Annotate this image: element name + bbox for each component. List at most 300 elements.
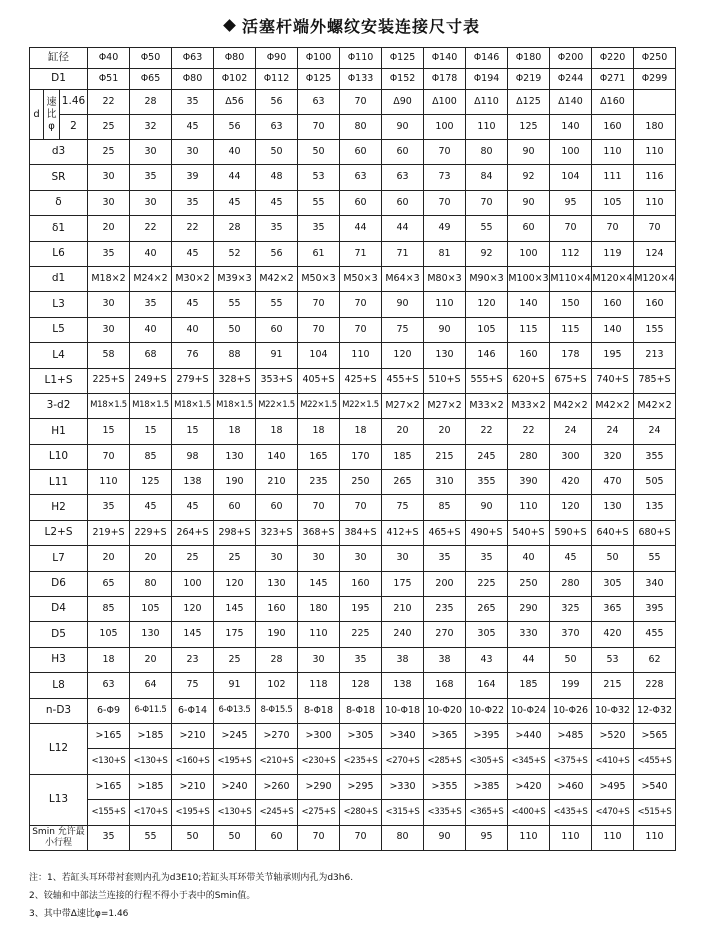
- value-cell: 18: [256, 419, 298, 444]
- value-cell: M18×1.5: [214, 393, 256, 418]
- value-cell: 455: [634, 622, 676, 647]
- value-cell: 105: [130, 597, 172, 622]
- value-cell: 175: [214, 622, 256, 647]
- value-cell: 55: [256, 292, 298, 317]
- value-cell: Φ40: [88, 48, 130, 69]
- value-cell: 120: [214, 571, 256, 596]
- value-cell: 228: [634, 673, 676, 698]
- value-cell: 395: [634, 597, 676, 622]
- note-3: 3、其中带Δ速比φ=1.46: [29, 909, 129, 919]
- value-cell: 185: [382, 444, 424, 469]
- value-cell: 30: [172, 140, 214, 165]
- value-cell: 20: [88, 546, 130, 571]
- value-cell: 110: [508, 825, 550, 850]
- value-cell: 85: [130, 444, 172, 469]
- value-cell: <235+S: [340, 749, 382, 774]
- value-cell: >240: [214, 774, 256, 799]
- value-cell: 298+S: [214, 520, 256, 545]
- value-cell: 110: [634, 190, 676, 215]
- value-cell: 640+S: [592, 520, 634, 545]
- row-label: δ1: [30, 216, 88, 241]
- note-1: 注：1、若缸头耳环带衬套则内孔为d3E10;若缸头耳环带关节轴承则内孔为d3h6.: [29, 873, 354, 883]
- row-label: D5: [30, 622, 88, 647]
- value-cell: 420: [550, 470, 592, 495]
- value-cell: 225: [340, 622, 382, 647]
- value-cell: 70: [298, 495, 340, 520]
- value-cell: 160: [592, 292, 634, 317]
- value-cell: 310: [424, 470, 466, 495]
- value-cell: <335+S: [424, 800, 466, 825]
- value-cell: 63: [256, 115, 298, 140]
- value-cell: <275+S: [298, 800, 340, 825]
- value-cell: 124: [634, 241, 676, 266]
- value-cell: 45: [172, 241, 214, 266]
- value-cell: Δ90: [382, 90, 424, 115]
- row-label: D6: [30, 571, 88, 596]
- value-cell: Φ219: [508, 69, 550, 90]
- value-cell: 265: [382, 470, 424, 495]
- value-cell: M120×4: [634, 266, 676, 291]
- value-cell: 213: [634, 343, 676, 368]
- value-cell: 92: [508, 165, 550, 190]
- value-cell: 50: [256, 140, 298, 165]
- value-cell: 112: [550, 241, 592, 266]
- value-cell: 368+S: [298, 520, 340, 545]
- value-cell: 540+S: [508, 520, 550, 545]
- value-cell: 61: [298, 241, 340, 266]
- value-cell: M42×2: [634, 393, 676, 418]
- value-cell: Φ125: [382, 48, 424, 69]
- value-cell: 80: [340, 115, 382, 140]
- value-cell: 110: [508, 495, 550, 520]
- value-cell: 165: [298, 444, 340, 469]
- value-cell: 740+S: [592, 368, 634, 393]
- value-cell: M39×3: [214, 266, 256, 291]
- value-cell: 22: [172, 216, 214, 241]
- value-cell: 323+S: [256, 520, 298, 545]
- value-cell: 120: [466, 292, 508, 317]
- value-cell: 63: [298, 90, 340, 115]
- value-cell: M22×1.5: [298, 393, 340, 418]
- value-cell: 140: [592, 317, 634, 342]
- value-cell: <455+S: [634, 749, 676, 774]
- value-cell: 48: [256, 165, 298, 190]
- value-cell: 135: [634, 495, 676, 520]
- value-cell: 110: [634, 825, 676, 850]
- value-cell: 70: [298, 115, 340, 140]
- value-cell: 50: [592, 546, 634, 571]
- value-cell: 60: [382, 140, 424, 165]
- value-cell: 195: [340, 597, 382, 622]
- value-cell: 30: [256, 546, 298, 571]
- value-cell: M30×2: [172, 266, 214, 291]
- value-cell: 63: [382, 165, 424, 190]
- value-cell: 140: [550, 115, 592, 140]
- value-cell: <400+S: [508, 800, 550, 825]
- value-cell: 210: [256, 470, 298, 495]
- value-cell: <285+S: [424, 749, 466, 774]
- ratio-value: 1.46: [60, 90, 88, 115]
- value-cell: M50×3: [298, 266, 340, 291]
- value-cell: >270: [256, 723, 298, 748]
- value-cell: 45: [172, 495, 214, 520]
- value-cell: 30: [130, 140, 172, 165]
- value-cell: 8-Φ18: [298, 698, 340, 723]
- value-cell: 70: [424, 140, 466, 165]
- value-cell: 30: [382, 546, 424, 571]
- value-cell: 22: [130, 216, 172, 241]
- value-cell: 55: [298, 190, 340, 215]
- value-cell: <410+S: [592, 749, 634, 774]
- value-cell: 270: [424, 622, 466, 647]
- value-cell: 60: [256, 825, 298, 850]
- value-cell: 85: [424, 495, 466, 520]
- row-label: 缸径: [30, 48, 88, 69]
- value-cell: 65: [88, 571, 130, 596]
- value-cell: 249+S: [130, 368, 172, 393]
- value-cell: <170+S: [130, 800, 172, 825]
- value-cell: 100: [172, 571, 214, 596]
- value-cell: 45: [130, 495, 172, 520]
- value-cell: 25: [88, 140, 130, 165]
- value-cell: 353+S: [256, 368, 298, 393]
- value-cell: <345+S: [508, 749, 550, 774]
- value-cell: 620+S: [508, 368, 550, 393]
- value-cell: 35: [172, 90, 214, 115]
- value-cell: 455+S: [382, 368, 424, 393]
- value-cell: 210: [382, 597, 424, 622]
- value-cell: 412+S: [382, 520, 424, 545]
- ratio-label: 速比φ: [44, 90, 60, 140]
- value-cell: 6-Φ9: [88, 698, 130, 723]
- value-cell: 70: [298, 317, 340, 342]
- value-cell: 384+S: [340, 520, 382, 545]
- value-cell: 100: [424, 115, 466, 140]
- value-cell: 190: [214, 470, 256, 495]
- value-cell: 90: [466, 495, 508, 520]
- value-cell: 73: [424, 165, 466, 190]
- value-cell: 35: [172, 190, 214, 215]
- value-cell: M18×1.5: [130, 393, 172, 418]
- value-cell: 30: [298, 647, 340, 672]
- value-cell: 104: [550, 165, 592, 190]
- value-cell: 675+S: [550, 368, 592, 393]
- table-title: [0, 14, 705, 37]
- value-cell: 25: [88, 115, 130, 140]
- value-cell: 170: [340, 444, 382, 469]
- value-cell: 15: [172, 419, 214, 444]
- value-cell: 160: [340, 571, 382, 596]
- value-cell: M18×1.5: [88, 393, 130, 418]
- value-cell: 225: [466, 571, 508, 596]
- value-cell: 60: [340, 140, 382, 165]
- value-cell: 30: [298, 546, 340, 571]
- value-cell: 370: [550, 622, 592, 647]
- value-cell: 28: [256, 647, 298, 672]
- value-cell: >210: [172, 723, 214, 748]
- value-cell: <130+S: [130, 749, 172, 774]
- value-cell: 88: [214, 343, 256, 368]
- value-cell: 100: [508, 241, 550, 266]
- value-cell: >385: [466, 774, 508, 799]
- value-cell: Φ244: [550, 69, 592, 90]
- value-cell: <230+S: [298, 749, 340, 774]
- value-cell: >395: [466, 723, 508, 748]
- value-cell: <210+S: [256, 749, 298, 774]
- value-cell: 38: [424, 647, 466, 672]
- value-cell: Φ250: [634, 48, 676, 69]
- value-cell: 70: [340, 495, 382, 520]
- value-cell: 320: [592, 444, 634, 469]
- value-cell: 32: [130, 115, 172, 140]
- value-cell: >165: [88, 723, 130, 748]
- value-cell: >245: [214, 723, 256, 748]
- value-cell: 175: [382, 571, 424, 596]
- value-cell: 55: [214, 292, 256, 317]
- value-cell: Δ100: [424, 90, 466, 115]
- value-cell: 340: [634, 571, 676, 596]
- value-cell: 35: [298, 216, 340, 241]
- value-cell: 70: [592, 216, 634, 241]
- value-cell: M27×2: [424, 393, 466, 418]
- value-cell: 140: [256, 444, 298, 469]
- value-cell: 35: [88, 241, 130, 266]
- value-cell: 75: [382, 495, 424, 520]
- value-cell: 90: [382, 292, 424, 317]
- value-cell: Φ140: [424, 48, 466, 69]
- value-cell: 110: [592, 825, 634, 850]
- row-label: D1: [30, 69, 88, 90]
- value-cell: 45: [172, 115, 214, 140]
- value-cell: 130: [424, 343, 466, 368]
- value-cell: Φ194: [466, 69, 508, 90]
- value-cell: 264+S: [172, 520, 214, 545]
- d-label: d: [30, 90, 44, 140]
- value-cell: <195+S: [214, 749, 256, 774]
- value-cell: 120: [172, 597, 214, 622]
- value-cell: <130+S: [214, 800, 256, 825]
- value-cell: >520: [592, 723, 634, 748]
- value-cell: 6-Φ14: [172, 698, 214, 723]
- value-cell: 52: [214, 241, 256, 266]
- value-cell: 53: [592, 647, 634, 672]
- value-cell: 28: [130, 90, 172, 115]
- value-cell: 60: [256, 317, 298, 342]
- value-cell: 44: [382, 216, 424, 241]
- value-cell: 390: [508, 470, 550, 495]
- value-cell: 30: [130, 190, 172, 215]
- value-cell: M42×2: [550, 393, 592, 418]
- value-cell: 70: [298, 292, 340, 317]
- value-cell: <305+S: [466, 749, 508, 774]
- value-cell: 6-Φ13.5: [214, 698, 256, 723]
- value-cell: <160+S: [172, 749, 214, 774]
- value-cell: Φ178: [424, 69, 466, 90]
- value-cell: 20: [382, 419, 424, 444]
- row-label: L13: [30, 774, 88, 825]
- value-cell: >365: [424, 723, 466, 748]
- value-cell: M64×3: [382, 266, 424, 291]
- value-cell: 130: [592, 495, 634, 520]
- value-cell: 24: [550, 419, 592, 444]
- value-cell: Φ152: [382, 69, 424, 90]
- value-cell: 50: [298, 140, 340, 165]
- row-label: L12: [30, 723, 88, 774]
- value-cell: 20: [130, 647, 172, 672]
- value-cell: 180: [298, 597, 340, 622]
- value-cell: <375+S: [550, 749, 592, 774]
- value-cell: 219+S: [88, 520, 130, 545]
- value-cell: 225+S: [88, 368, 130, 393]
- value-cell: <435+S: [550, 800, 592, 825]
- value-cell: 35: [424, 546, 466, 571]
- value-cell: 10-Φ20: [424, 698, 466, 723]
- value-cell: 70: [466, 190, 508, 215]
- value-cell: M27×2: [382, 393, 424, 418]
- value-cell: 70: [88, 444, 130, 469]
- value-cell: 63: [340, 165, 382, 190]
- value-cell: 180: [634, 115, 676, 140]
- value-cell: 130: [214, 444, 256, 469]
- value-cell: Φ180: [508, 48, 550, 69]
- row-label: L11: [30, 470, 88, 495]
- value-cell: 25: [214, 546, 256, 571]
- value-cell: 81: [424, 241, 466, 266]
- value-cell: 110: [466, 115, 508, 140]
- value-cell: 105: [592, 190, 634, 215]
- value-cell: 300: [550, 444, 592, 469]
- value-cell: 35: [466, 546, 508, 571]
- value-cell: 510+S: [424, 368, 466, 393]
- value-cell: >290: [298, 774, 340, 799]
- value-cell: 30: [340, 546, 382, 571]
- value-cell: Φ63: [172, 48, 214, 69]
- row-label: L1+S: [30, 368, 88, 393]
- value-cell: 35: [130, 292, 172, 317]
- value-cell: 49: [424, 216, 466, 241]
- value-cell: <470+S: [592, 800, 634, 825]
- value-cell: 235: [298, 470, 340, 495]
- value-cell: 18: [214, 419, 256, 444]
- value-cell: 68: [130, 343, 172, 368]
- value-cell: 185: [508, 673, 550, 698]
- value-cell: 120: [382, 343, 424, 368]
- value-cell: 250: [340, 470, 382, 495]
- value-cell: 91: [214, 673, 256, 698]
- value-cell: 40: [130, 241, 172, 266]
- value-cell: >165: [88, 774, 130, 799]
- value-cell: 24: [592, 419, 634, 444]
- value-cell: <280+S: [340, 800, 382, 825]
- row-label: H3: [30, 647, 88, 672]
- value-cell: 25: [172, 546, 214, 571]
- value-cell: 30: [88, 292, 130, 317]
- value-cell: 290: [508, 597, 550, 622]
- value-cell: 76: [172, 343, 214, 368]
- value-cell: Δ140: [550, 90, 592, 115]
- value-cell: Φ90: [256, 48, 298, 69]
- value-cell: <315+S: [382, 800, 424, 825]
- value-cell: 10-Φ22: [466, 698, 508, 723]
- value-cell: Φ146: [466, 48, 508, 69]
- value-cell: Φ110: [340, 48, 382, 69]
- value-cell: <515+S: [634, 800, 676, 825]
- value-cell: 140: [508, 292, 550, 317]
- value-cell: <155+S: [88, 800, 130, 825]
- note-2: 2、铰轴和中部法兰连接的行程不得小于表中的Smin值。: [29, 891, 256, 901]
- value-cell: 240: [382, 622, 424, 647]
- value-cell: 55: [130, 825, 172, 850]
- row-label: H1: [30, 419, 88, 444]
- value-cell: 56: [214, 115, 256, 140]
- row-label: L8: [30, 673, 88, 698]
- value-cell: >440: [508, 723, 550, 748]
- value-cell: 115: [508, 317, 550, 342]
- value-cell: 50: [214, 825, 256, 850]
- value-cell: >420: [508, 774, 550, 799]
- value-cell: 110: [88, 470, 130, 495]
- value-cell: 119: [592, 241, 634, 266]
- value-cell: 75: [172, 673, 214, 698]
- value-cell: 90: [424, 825, 466, 850]
- value-cell: 425+S: [340, 368, 382, 393]
- value-cell: 405+S: [298, 368, 340, 393]
- value-cell: 80: [466, 140, 508, 165]
- value-cell: 35: [130, 165, 172, 190]
- value-cell: M120×4: [592, 266, 634, 291]
- value-cell: 92: [466, 241, 508, 266]
- value-cell: Δ160: [592, 90, 634, 115]
- value-cell: 95: [466, 825, 508, 850]
- value-cell: 305: [592, 571, 634, 596]
- value-cell: 104: [298, 343, 340, 368]
- ratio-value: 2: [60, 115, 88, 140]
- value-cell: 70: [424, 190, 466, 215]
- value-cell: 85: [88, 597, 130, 622]
- value-cell: 10-Φ26: [550, 698, 592, 723]
- value-cell: 30: [88, 165, 130, 190]
- value-cell: 60: [508, 216, 550, 241]
- value-cell: M50×3: [340, 266, 382, 291]
- value-cell: 280: [550, 571, 592, 596]
- value-cell: 245: [466, 444, 508, 469]
- value-cell: 130: [130, 622, 172, 647]
- value-cell: 71: [340, 241, 382, 266]
- value-cell: Φ125: [298, 69, 340, 90]
- value-cell: <270+S: [382, 749, 424, 774]
- value-cell: >540: [634, 774, 676, 799]
- value-cell: 70: [298, 825, 340, 850]
- value-cell: 71: [382, 241, 424, 266]
- value-cell: 70: [340, 317, 382, 342]
- value-cell: Φ65: [130, 69, 172, 90]
- value-cell: 145: [172, 622, 214, 647]
- value-cell: 98: [172, 444, 214, 469]
- value-cell: 56: [256, 90, 298, 115]
- row-label: L4: [30, 343, 88, 368]
- value-cell: 75: [382, 317, 424, 342]
- value-cell: 60: [382, 190, 424, 215]
- value-cell: 145: [214, 597, 256, 622]
- value-cell: 35: [88, 825, 130, 850]
- value-cell: 70: [550, 216, 592, 241]
- value-cell: 43: [466, 647, 508, 672]
- value-cell: 8-Φ15.5: [256, 698, 298, 723]
- row-label: 3-d2: [30, 393, 88, 418]
- value-cell: 90: [508, 190, 550, 215]
- notes: [29, 869, 353, 923]
- value-cell: Δ56: [214, 90, 256, 115]
